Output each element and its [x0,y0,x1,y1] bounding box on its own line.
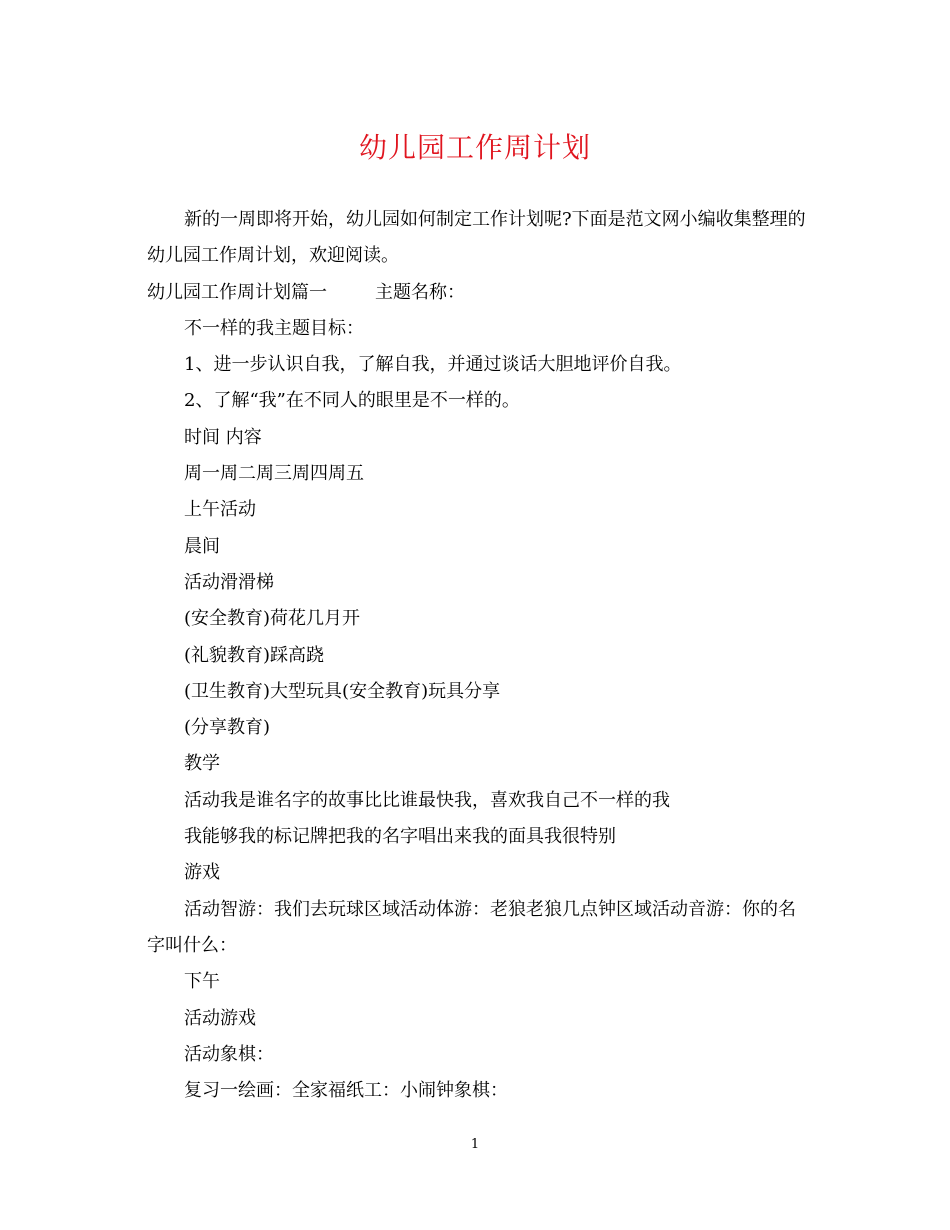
body-line: 活动滑滑梯 [184,571,274,593]
body-line: 晨间 [184,535,220,557]
body-line: 活动游戏 [184,1007,256,1029]
body-line: 不一样的我主题目标： [184,317,364,339]
body-line: 活动智游：我们去玩球区域活动体游：老狼老狼几点钟区域活动音游：你的名字叫什么： [147,898,796,956]
document-body [147,202,807,1109]
body-line: 复习一绘画：全家福纸工：小闹钟象棋： [184,1080,508,1102]
body-line: 游戏 [184,862,220,884]
section-heading: 幼儿园工作周计划篇一 [147,281,327,303]
body-line: (安全教育)荷花几月开 [184,608,361,630]
section-heading-line [147,275,807,311]
body-line: (分享教育) [184,717,271,739]
document-title: 幼儿园工作周计划 [358,131,591,164]
intro-paragraph: 新的一周即将开始，幼儿园如何制定工作计划呢?下面是范文网小编收集整理的幼儿园工作周计划，欢迎阅读。 [147,209,806,267]
body-line: 我能够我的标记牌把我的名字唱出来我的面具我很特别 [184,826,616,848]
page-number: 1 [470,1137,480,1152]
body-line: 2、了解“我”在不同人的眼里是不一样的。 [184,390,520,412]
body-line: 周一周二周三周四周五 [184,463,364,485]
body-line: 上午活动 [184,499,256,521]
body-line: 时间 内容 [184,426,262,448]
body-line: (卫生教育)大型玩具(安全教育)玩具分享 [184,680,501,702]
body-line: 下午 [184,971,220,993]
body-line: 活动我是谁名字的故事比比谁最快我，喜欢我自己不一样的我 [184,789,670,811]
body-line: 教学 [184,753,220,775]
section-theme-label: 主题名称： [375,281,465,303]
body-line: 1、进一步认识自我，了解自我，并通过谈话大胆地评价自我。 [184,354,682,376]
body-line: (礼貌教育)踩高跷 [184,644,325,666]
body-line: 活动象棋： [184,1043,274,1065]
